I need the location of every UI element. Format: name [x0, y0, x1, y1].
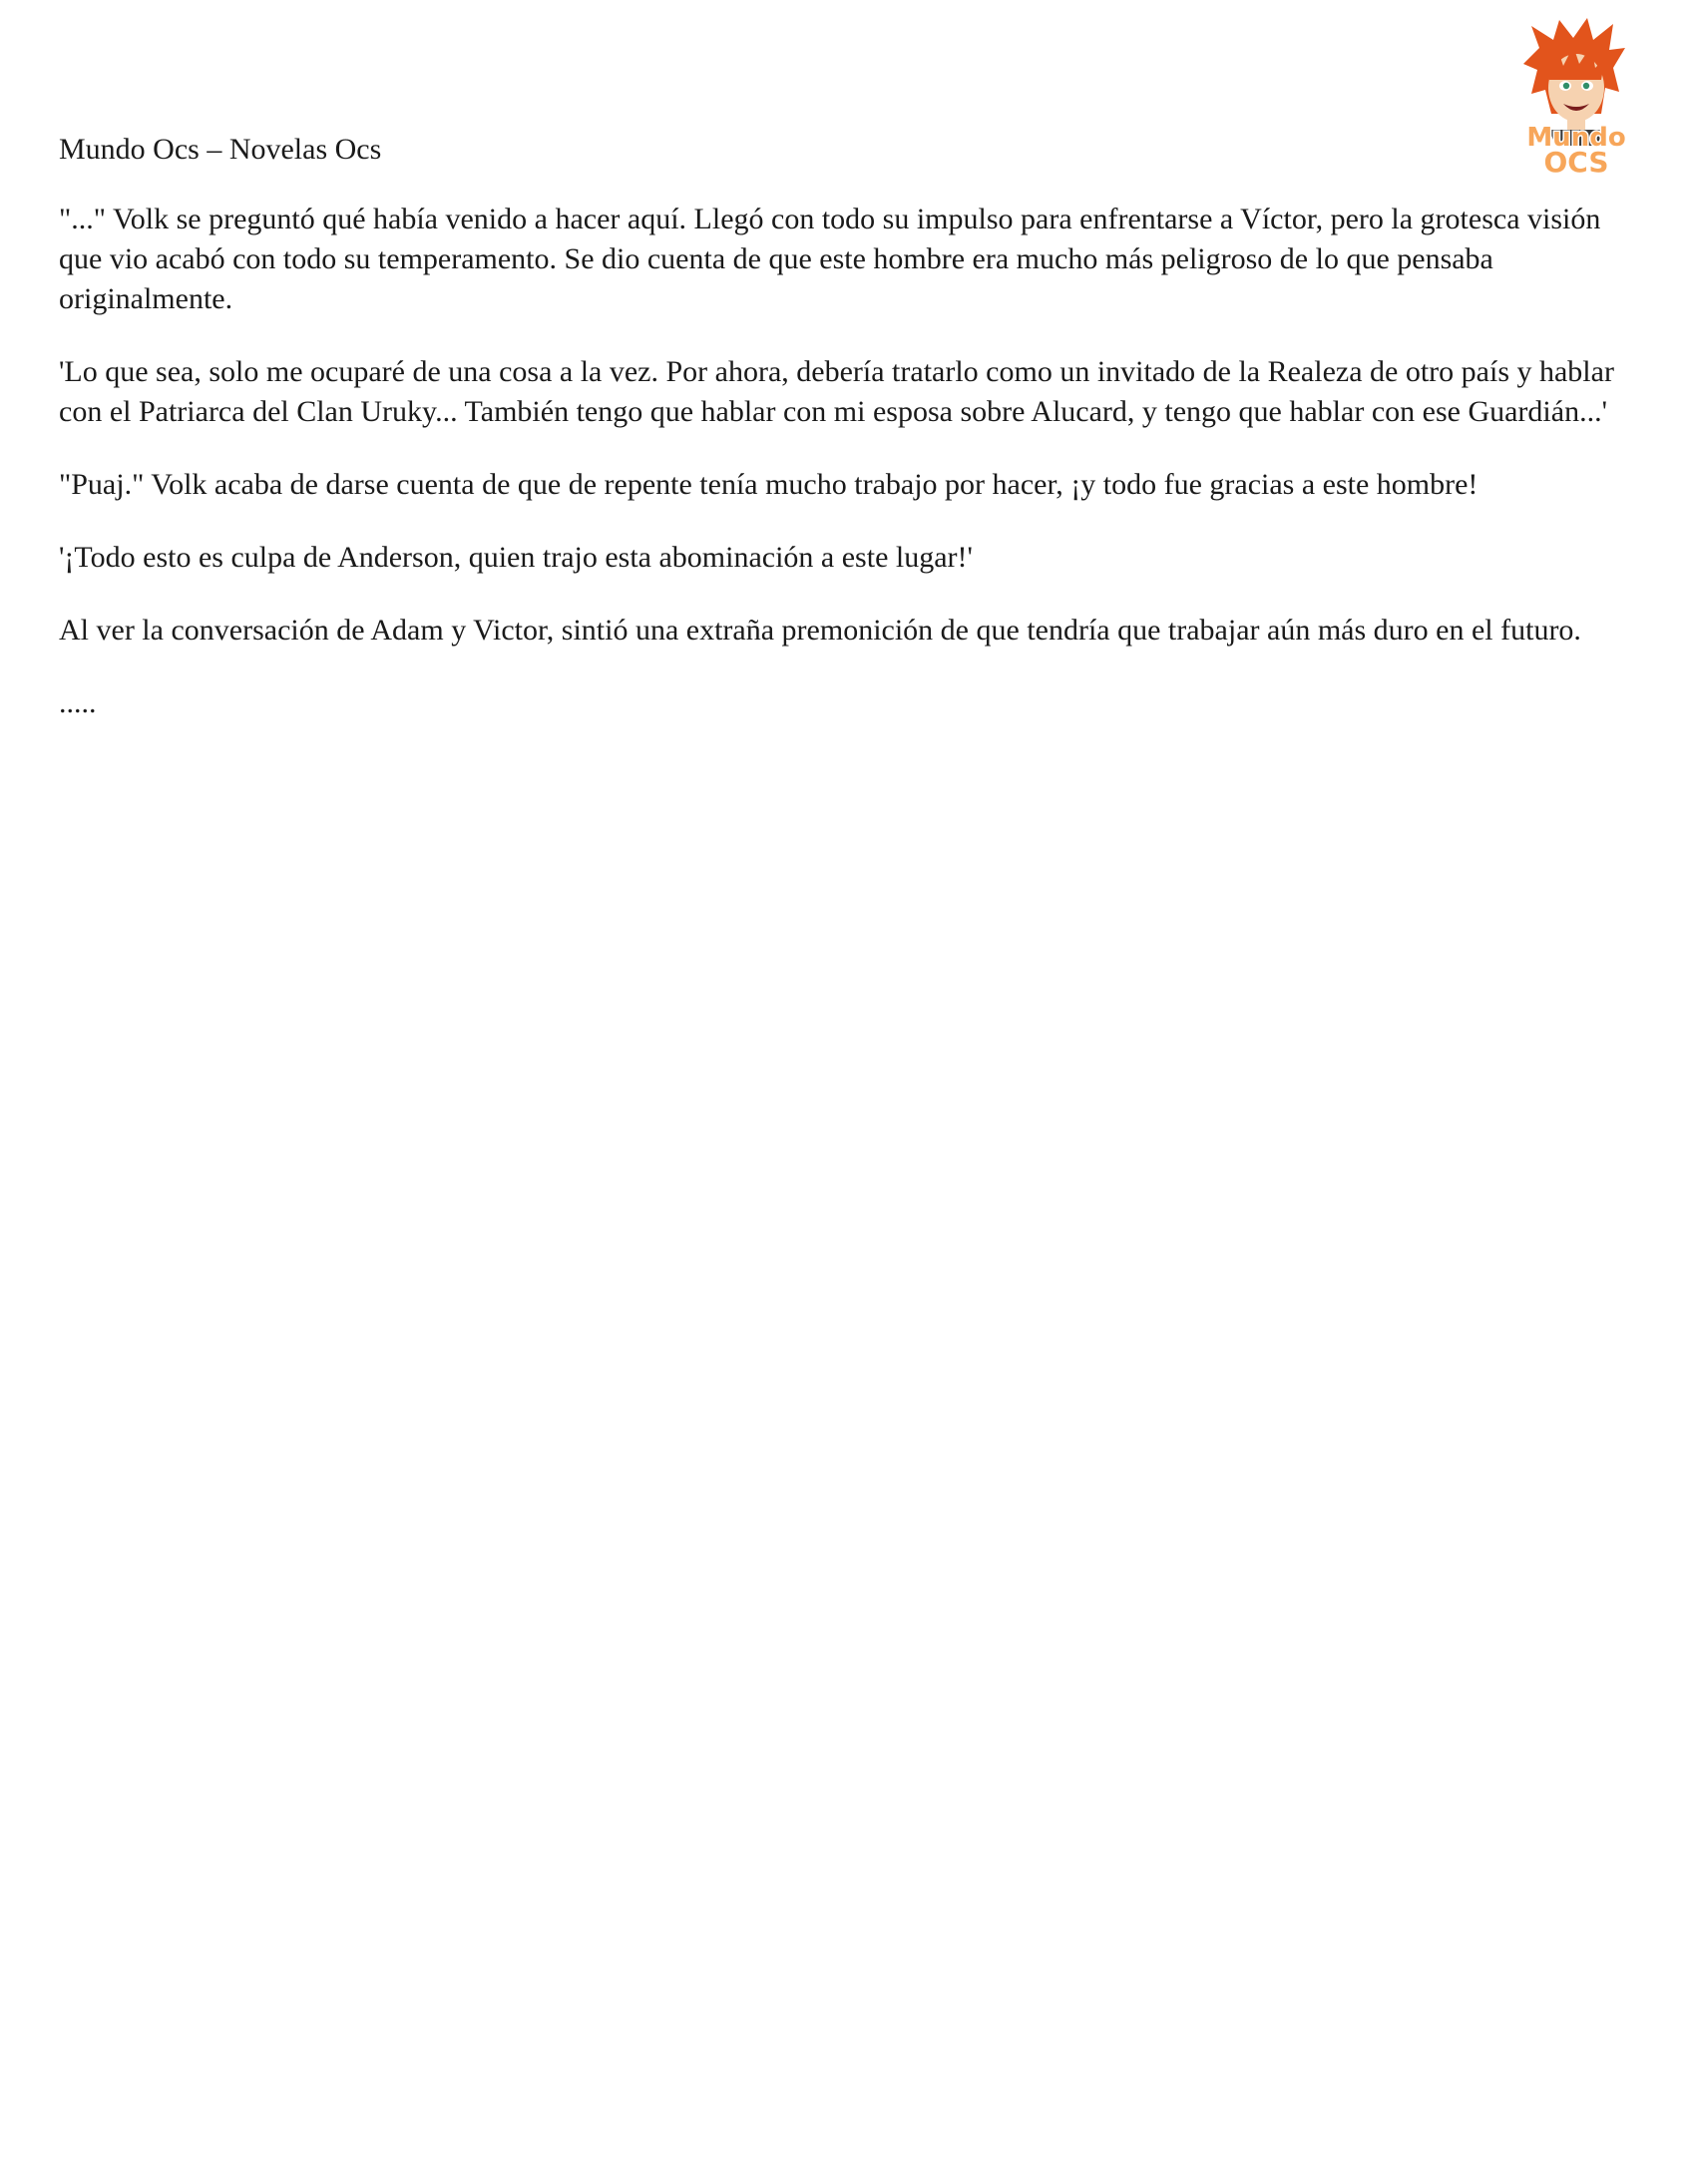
logo-text-bottom: OCS	[1543, 146, 1609, 178]
paragraph-2: 'Lo que sea, solo me ocuparé de una cosa a la vez. Por ahora, debería tratarlo como un invitado de la Realeza de otro país y hablar con el Patriarca del Clan Uruky... También tengo que hablar con mi esposa sobre Alucard, y tengo que hablar con ese Guardián...'	[59, 355, 1614, 428]
paragraph-ellipsis: .....	[59, 686, 97, 719]
document-body	[59, 130, 1645, 756]
paragraph-1: "..." Volk se preguntó qué había venido a hacer aquí. Llegó con todo su impulso para enfrentarse a Víctor, pero la grotesca visión que vio acabó con todo su temperamento. Se dio cuenta de que este hombre era mucho más peligroso de lo que pensaba originalmente.	[59, 203, 1601, 315]
paragraph-4: '¡Todo esto es culpa de Anderson, quien trajo esta abominación a este lugar!'	[59, 541, 973, 574]
paragraph-3: "Puaj." Volk acaba de darse cuenta de que de repente tenía mucho trabajo por hacer, ¡y todo fue gracias a este hombre!	[59, 468, 1478, 501]
paragraph-5: Al ver la conversación de Adam y Victor, sintió una extraña premonición de que tendría que trabajar aún más duro en el futuro.	[59, 614, 1581, 647]
page-title: Mundo Ocs – Novelas Ocs	[59, 133, 382, 166]
logo-text-top: Mundo	[1526, 123, 1626, 153]
